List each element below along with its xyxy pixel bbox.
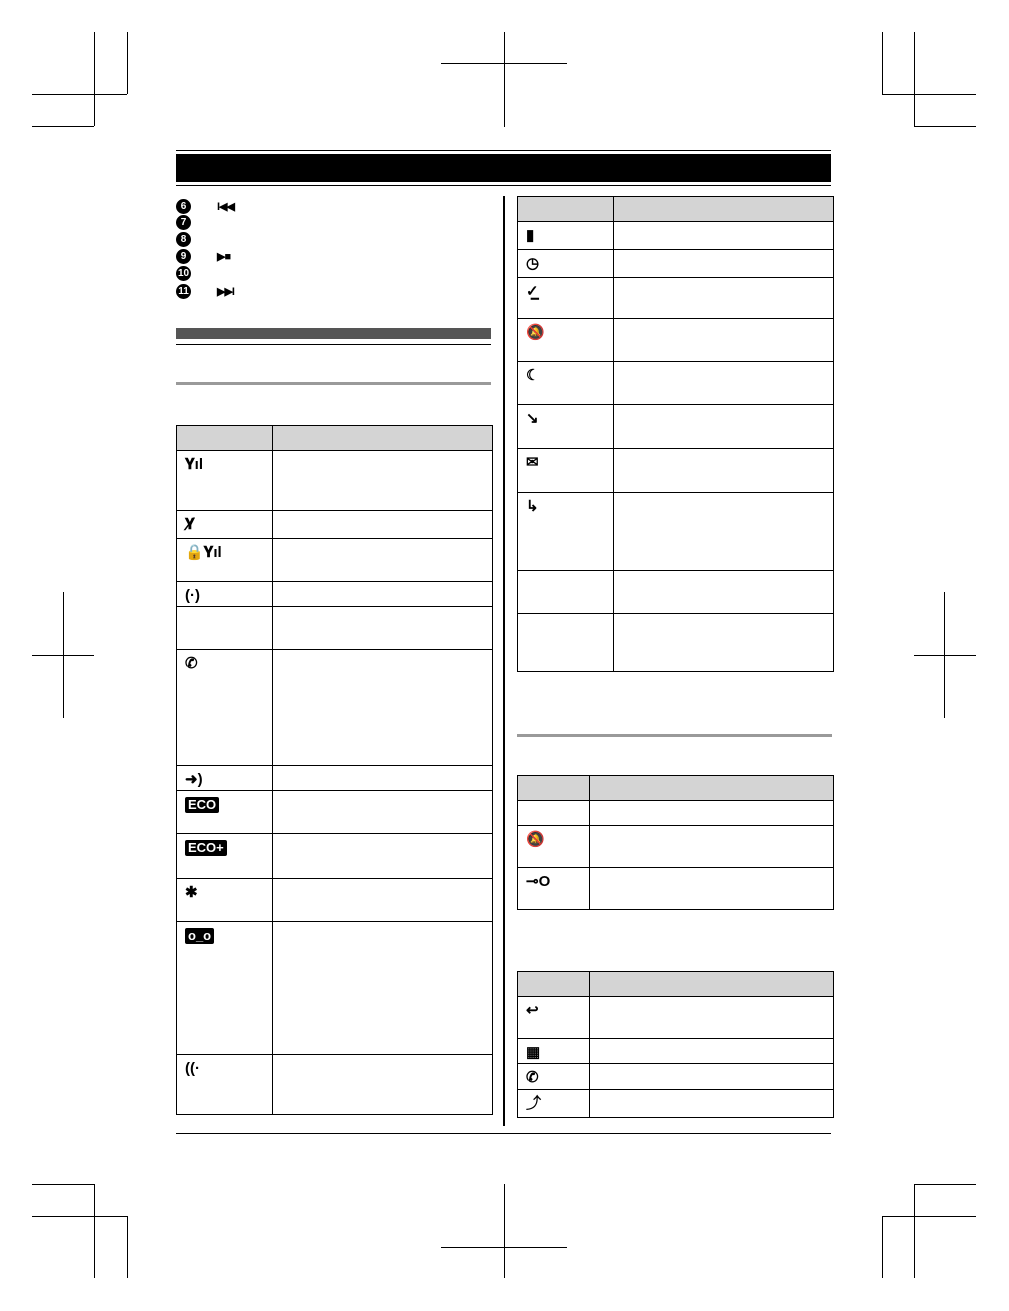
icon-cell bbox=[518, 614, 614, 672]
table-header-row bbox=[518, 197, 834, 222]
icon-cell bbox=[177, 539, 273, 582]
list-number-badge: 11 bbox=[176, 284, 191, 299]
signal-strength-icon: 𝐘ıl bbox=[185, 456, 203, 473]
description-cell bbox=[614, 319, 834, 362]
list-item bbox=[176, 198, 234, 214]
eco-mode-icon: ECO bbox=[185, 797, 219, 813]
icon-cell bbox=[177, 922, 273, 1055]
description-cell bbox=[614, 571, 834, 614]
crop-mark bbox=[32, 655, 94, 656]
call-transfer-icon: ➜) bbox=[185, 771, 203, 788]
voicemail-icon: o_o bbox=[185, 928, 214, 944]
icon-cell bbox=[518, 571, 614, 614]
icon-cell bbox=[177, 582, 273, 607]
footer-rule bbox=[176, 1133, 831, 1134]
crop-mark bbox=[914, 32, 915, 126]
header-cell bbox=[273, 426, 493, 451]
description-cell bbox=[614, 614, 834, 672]
table-row bbox=[177, 834, 493, 879]
icon-cell bbox=[177, 607, 273, 650]
description-cell bbox=[273, 451, 493, 511]
missed-call-icon: ✓̲ bbox=[526, 283, 539, 300]
icon-cell bbox=[177, 511, 273, 539]
key-lock-icon: ⊸O bbox=[526, 873, 551, 890]
description-cell bbox=[614, 362, 834, 405]
table-row bbox=[518, 493, 834, 571]
header-cell bbox=[518, 972, 590, 997]
table-row bbox=[177, 511, 493, 539]
table-row bbox=[518, 362, 834, 405]
header-cell bbox=[590, 972, 834, 997]
night-mode-icon: ☾ bbox=[526, 367, 540, 384]
crop-mark bbox=[32, 126, 94, 127]
crop-mark bbox=[882, 94, 976, 95]
locked-signal-icon: 🔒𝐘ıl bbox=[185, 544, 222, 561]
description-cell bbox=[273, 922, 493, 1055]
table-row bbox=[518, 449, 834, 493]
table-header-row bbox=[518, 972, 834, 997]
description-cell bbox=[590, 1090, 834, 1118]
table-header-row bbox=[177, 426, 493, 451]
icon-cell bbox=[177, 451, 273, 511]
icon-cell bbox=[518, 493, 614, 571]
battery-icon: ▮ bbox=[526, 227, 535, 244]
list-item bbox=[176, 231, 191, 247]
light-off-icon: ✱ bbox=[185, 884, 198, 901]
icon-cell bbox=[518, 362, 614, 405]
crop-mark bbox=[504, 1184, 505, 1278]
back-icon: ↩ bbox=[526, 1002, 539, 1019]
table-row bbox=[177, 582, 493, 607]
message-icon: ✉ bbox=[526, 454, 539, 471]
header-cell bbox=[590, 776, 834, 801]
call-block-icon: ↘ bbox=[526, 410, 539, 427]
list-number-badge: 6 bbox=[176, 199, 191, 214]
description-cell bbox=[273, 539, 493, 582]
icon-cell bbox=[518, 278, 614, 319]
table-row bbox=[177, 650, 493, 766]
description-cell bbox=[614, 493, 834, 571]
skip-back-icon: I◀◀ bbox=[217, 200, 234, 213]
table-row bbox=[177, 607, 493, 650]
list-item bbox=[176, 248, 230, 264]
icon-cell bbox=[177, 1055, 273, 1115]
description-cell bbox=[614, 405, 834, 449]
section-heading-bar bbox=[176, 328, 491, 339]
crop-mark bbox=[914, 1184, 976, 1185]
description-cell bbox=[273, 1055, 493, 1115]
description-cell bbox=[273, 607, 493, 650]
ringer-off-icon: 🔕 bbox=[526, 324, 545, 341]
icon-cell bbox=[177, 834, 273, 879]
icon-cell bbox=[177, 879, 273, 922]
icon-cell bbox=[177, 650, 273, 766]
table-row bbox=[177, 539, 493, 582]
icon-cell bbox=[177, 791, 273, 834]
icon-cell bbox=[518, 826, 590, 868]
crop-mark bbox=[882, 1216, 976, 1217]
icon-cell bbox=[518, 868, 590, 910]
handset-off-hook-icon: ✆ bbox=[185, 655, 198, 672]
table-row bbox=[518, 278, 834, 319]
description-cell bbox=[590, 801, 834, 826]
table-row bbox=[518, 1064, 834, 1090]
description-cell bbox=[590, 997, 834, 1039]
table-row bbox=[177, 451, 493, 511]
ringer-off-icon: 🔕 bbox=[526, 831, 545, 848]
redirect-icon: ⤴ bbox=[526, 1095, 542, 1112]
icon-cell bbox=[518, 801, 590, 826]
crop-mark bbox=[882, 1216, 883, 1278]
description-cell bbox=[614, 278, 834, 319]
crop-mark bbox=[882, 32, 883, 94]
left-icon-table bbox=[176, 425, 493, 1115]
icon-cell bbox=[518, 405, 614, 449]
table-row bbox=[177, 791, 493, 834]
table-row bbox=[518, 1090, 834, 1118]
crop-mark bbox=[94, 32, 95, 126]
description-cell bbox=[273, 766, 493, 791]
column-divider bbox=[503, 196, 505, 1126]
list-item bbox=[176, 265, 191, 281]
description-cell bbox=[273, 511, 493, 539]
speaker-talk-icon: ((· bbox=[185, 1060, 200, 1077]
crop-mark bbox=[914, 655, 976, 656]
table-row bbox=[518, 801, 834, 826]
header-cell bbox=[614, 197, 834, 222]
crop-mark bbox=[32, 94, 127, 95]
list-item bbox=[176, 214, 191, 230]
table-header-row bbox=[518, 776, 834, 801]
crop-mark bbox=[32, 1216, 127, 1217]
description-cell bbox=[590, 1039, 834, 1064]
alarm-clock-icon: ◷ bbox=[526, 255, 540, 272]
crop-mark bbox=[914, 1184, 915, 1278]
call-forward-icon: ↳ bbox=[526, 498, 539, 515]
keypad-icon: ▦ bbox=[526, 1044, 541, 1061]
description-cell bbox=[590, 868, 834, 910]
table-row bbox=[518, 319, 834, 362]
icon-cell bbox=[518, 250, 614, 278]
icon-cell bbox=[518, 997, 590, 1039]
crop-mark bbox=[127, 32, 128, 94]
crop-mark bbox=[32, 1184, 94, 1185]
intercom-icon: (·) bbox=[185, 587, 200, 604]
header-bottom-rule bbox=[176, 185, 831, 186]
list-item bbox=[176, 283, 234, 299]
table-row bbox=[177, 879, 493, 922]
table-row bbox=[518, 222, 834, 250]
description-cell bbox=[273, 582, 493, 607]
table-row bbox=[518, 826, 834, 868]
description-cell bbox=[614, 449, 834, 493]
header-cell bbox=[518, 197, 614, 222]
description-cell bbox=[273, 650, 493, 766]
table-row bbox=[518, 405, 834, 449]
icon-cell bbox=[177, 766, 273, 791]
description-cell bbox=[590, 1064, 834, 1090]
right-icon-table-2 bbox=[517, 775, 834, 910]
handset-icon: ✆ bbox=[526, 1069, 539, 1086]
table-row bbox=[518, 868, 834, 910]
play-stop-icon: ▶■ bbox=[217, 250, 231, 263]
crop-mark bbox=[441, 1247, 567, 1248]
right-icon-table-1 bbox=[517, 196, 834, 672]
crop-mark bbox=[441, 63, 567, 64]
skip-forward-icon: ▶▶I bbox=[217, 285, 234, 298]
header-top-rule bbox=[176, 150, 831, 151]
icon-cell bbox=[518, 1039, 590, 1064]
header-band bbox=[176, 154, 831, 182]
list-number-badge: 8 bbox=[176, 232, 191, 247]
eco-plus-mode-icon: ECO+ bbox=[185, 840, 227, 856]
list-number-badge: 10 bbox=[177, 267, 190, 279]
list-number-badge: 7 bbox=[176, 215, 191, 230]
crop-mark bbox=[914, 126, 976, 127]
crop-mark bbox=[127, 1216, 128, 1278]
description-cell bbox=[273, 879, 493, 922]
crop-mark bbox=[504, 32, 505, 127]
icon-cell bbox=[518, 222, 614, 250]
list-number-badge: 9 bbox=[176, 249, 191, 264]
crop-mark bbox=[94, 1184, 95, 1278]
table-row bbox=[177, 922, 493, 1055]
table-row bbox=[518, 571, 834, 614]
icon-cell bbox=[518, 1090, 590, 1118]
description-cell bbox=[590, 826, 834, 868]
right-icon-table-3 bbox=[517, 971, 834, 1118]
icon-cell bbox=[518, 1064, 590, 1090]
header-cell bbox=[177, 426, 273, 451]
table-row bbox=[518, 1039, 834, 1064]
table-row bbox=[518, 250, 834, 278]
section-rule bbox=[176, 344, 491, 345]
table-row bbox=[177, 1055, 493, 1115]
table-row bbox=[518, 997, 834, 1039]
table-row bbox=[518, 614, 834, 672]
subsection-rule bbox=[517, 734, 832, 737]
icon-cell bbox=[518, 449, 614, 493]
header-cell bbox=[518, 776, 590, 801]
table-row bbox=[177, 766, 493, 791]
no-signal-icon: 𝐘̸ bbox=[185, 516, 195, 533]
description-cell bbox=[614, 250, 834, 278]
description-cell bbox=[614, 222, 834, 250]
icon-cell bbox=[518, 319, 614, 362]
description-cell bbox=[273, 791, 493, 834]
description-cell bbox=[273, 834, 493, 879]
subsection-rule bbox=[176, 382, 491, 385]
